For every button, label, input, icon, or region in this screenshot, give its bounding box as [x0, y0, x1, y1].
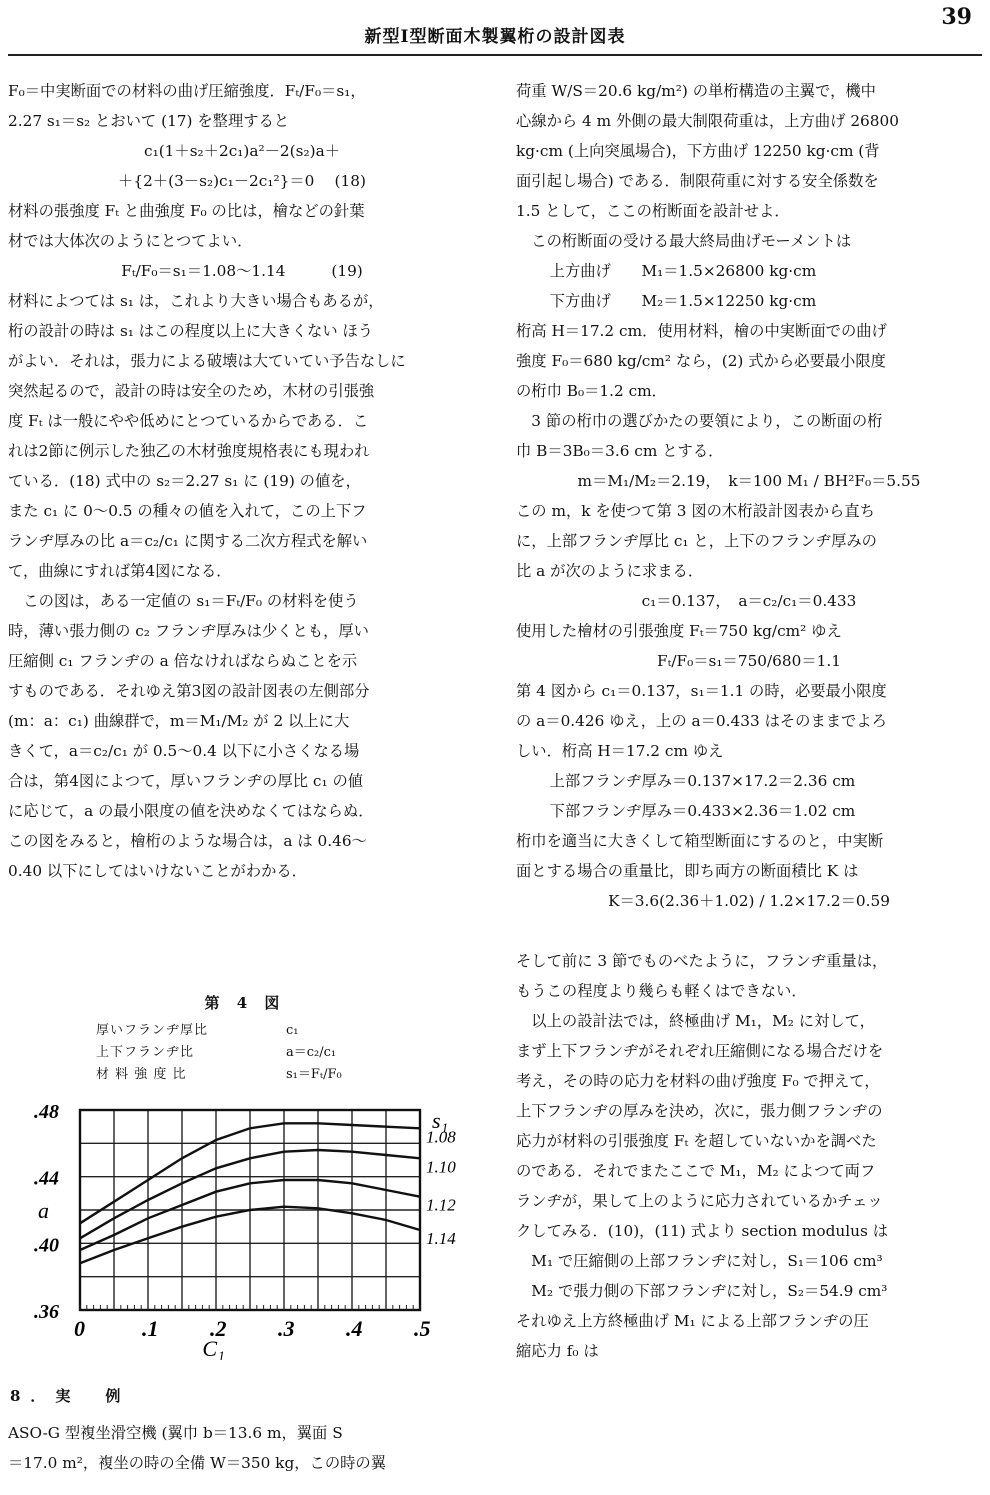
right-line: しい．桁高 H＝17.2 cm ゆえ [516, 742, 724, 760]
right-line: M₁ で圧縮側の上部フランヂに対し，S₁＝106 cm³ [531, 1252, 883, 1270]
left-line: F₀＝中実断面での材料の曲げ圧縮強度．Fₜ/F₀＝s₁， [8, 82, 366, 100]
right-line: クしてみる．(10)，(11) 式より section modulus は [516, 1222, 889, 1240]
legend-row [96, 1042, 342, 1064]
right-line: 桁高 H＝17.2 cm．使用材料，檜の中実断面での曲げ [516, 322, 887, 340]
legend-row [96, 1020, 342, 1042]
right-line: に，上部フランヂ厚比 c₁ と，上下のフランヂ厚みの [516, 532, 877, 550]
legend-symbol: s₁＝Fₜ/F₀ [286, 1067, 342, 1082]
left-line: この図をみると，檜桁のような場合は，a は 0.46～ [8, 832, 367, 850]
left-line: 桁の設計の時は s₁ はこの程度以上に大きくない ほう [8, 322, 374, 340]
figure-caption: 第 4 図 [204, 994, 286, 1012]
left-line: すものである．それゆえ第3図の設計図表の左側部分 [8, 682, 370, 700]
right-column [516, 76, 982, 1366]
right-line: m＝M₁/M₂＝2.19， k＝100 M₁ / BH²F₀＝5.55 [577, 472, 921, 490]
y-tick-label: .48 [34, 1101, 59, 1123]
x-axis-label: C₁ [202, 1336, 225, 1360]
right-line: 面とする場合の重量比，即ち両方の断面積比 K は [516, 862, 859, 880]
left-line: ている．(18) 式中の s₂＝2.27 s₁ に (19) の値を， [8, 472, 361, 490]
right-line: kg·cm (上向突風場合)，下方曲げ 12250 kg·cm (背 [516, 142, 880, 160]
legend-label: 厚いフランヂ厚比 [96, 1023, 209, 1038]
left-line: れは2節に例示した独乙の木材強度規格表にも現われ [8, 442, 370, 460]
right-axis-label: s₁ [432, 1108, 449, 1133]
left-line: この図は，ある一定値の s₁＝Fₜ/F₀ の材料を使う [23, 592, 359, 610]
y-tick-label: .40 [34, 1234, 59, 1257]
right-line: 巾 B＝3B₀＝3.6 cm とする． [516, 442, 724, 460]
left-line: 突然起るので，設計の時は安全のため，木材の引張強 [8, 382, 375, 400]
left-line: また c₁ に 0～0.5 の種々の値を入れて，この上下フ [8, 502, 367, 520]
y-tick-label: .36 [34, 1301, 59, 1323]
figure-4-chart [20, 1100, 480, 1360]
page-number: 39 [941, 4, 972, 30]
right-line: 上部フランヂ厚み＝0.137×17.2＝2.36 cm [549, 772, 856, 790]
right-line [516, 916, 982, 946]
legend-row [96, 1064, 342, 1086]
x-tick-label: .2 [210, 1316, 227, 1341]
right-line: 考え，その時の応力を材料の曲げ強度 F₀ で押えて， [516, 1072, 880, 1090]
series-label: 1.08 [426, 1127, 456, 1147]
left-line: て，曲線にすれば第4図になる． [8, 562, 232, 580]
section-heading: 8．実 例 [10, 1387, 131, 1405]
right-line: ランヂが，果して上のように応力されているかチェッ [516, 1192, 883, 1210]
legend-symbol: a＝c₂/c₁ [286, 1045, 337, 1060]
x-tick-label: 0 [74, 1316, 85, 1341]
left-line: c₁(1＋s₂＋2c₁)a²－2(s₂)a＋ [144, 142, 340, 160]
right-line: 3 節の桁巾の選びかたの要領により，この断面の桁 [531, 412, 883, 430]
left-line: 時，薄い張力側の c₂ フランヂ厚みは少くとも，厚い [8, 622, 369, 640]
section-line: ASO-G 型複坐滑空機 (翼巾 b＝13.6 m，翼面 S [8, 1424, 343, 1442]
series-label: 1.10 [426, 1157, 456, 1177]
left-line: 圧縮側 c₁ フランヂの a 倍なければならぬことを示 [8, 652, 358, 670]
left-line: 材料の張強度 Fₜ と曲強度 F₀ の比は，檜などの針葉 [8, 202, 365, 220]
series-label: 1.12 [426, 1195, 456, 1215]
left-line: がよい．それは，張力による破壊は大ていてい予告なしに [8, 352, 406, 370]
right-line: 面引起し場合) である．制限荷重に対する安全係数を [516, 172, 879, 190]
right-line: 強度 F₀＝680 kg/cm² なら，(2) 式から必要最小限度 [516, 352, 886, 370]
y-tick-label: .44 [34, 1167, 59, 1190]
right-line: もうこの程度より幾らも軽くはできない． [516, 982, 807, 1000]
right-line: 縮応力 f₀ は [516, 1342, 599, 1360]
x-tick-label: .1 [142, 1316, 159, 1341]
right-line: 上下フランヂの厚みを決め，次に，張力側フランヂの [516, 1102, 883, 1120]
right-line: 第 4 図から c₁＝0.137，s₁＝1.1 の時，必要最小限度 [516, 682, 887, 700]
right-line: まず上下フランヂがそれぞれ圧縮側になる場合だけを [516, 1042, 884, 1060]
left-line: 2.27 s₁＝s₂ とおいて (17) を整理すると [8, 112, 290, 130]
left-line: (m：a：c₁) 曲線群で，m＝M₁/M₂ が 2 以上に大 [8, 712, 350, 730]
right-line: それゆえ上方終極曲げ M₁ による上部フランヂの圧 [516, 1312, 869, 1330]
left-line: 合は，第4図によつて，厚いフランヂの厚比 c₁ の値 [8, 772, 364, 790]
right-line: の a＝0.426 ゆえ，上の a＝0.433 はそのままでよろ [516, 712, 887, 730]
right-line: 応力が材料の引張強度 Fₜ を超していないかを調べた [516, 1132, 877, 1150]
right-line: 以上の設計法では，終極曲げ M₁，M₂ に対して， [531, 1012, 875, 1030]
right-line: そして前に 3 節でものべたように，フランヂ重量は， [516, 952, 888, 970]
right-line: 心線から 4 m 外側の最大制限荷重は，上方曲げ 26800 [516, 112, 899, 130]
right-line: 下部フランヂ厚み＝0.433×2.36＝1.02 cm [549, 802, 856, 820]
left-line: に応じて，a の最小限度の値を決めなくてはならぬ． [8, 802, 374, 820]
running-header-title: 新型I型断面木製翼桁の設計図表 [364, 27, 626, 47]
right-line: のである．それでまたここで M₁，M₂ によつて両フ [516, 1162, 876, 1180]
legend-label: 上下フランヂ比 [96, 1045, 195, 1060]
legend-symbol: c₁ [286, 1023, 299, 1038]
x-tick-label: .3 [278, 1316, 295, 1341]
left-line: ＋{2＋(3－s₂)c₁－2c₁²}＝0 (18) [118, 172, 366, 190]
x-tick-label: .5 [414, 1316, 431, 1341]
series-label: 1.14 [426, 1229, 456, 1248]
left-line: 度 Fₜ は一般にやや低めにとつているからである．こ [8, 412, 369, 430]
left-line: 材では大体次のようにとつてよい． [8, 232, 253, 250]
left-line: きくて，a＝c₂/c₁ が 0.5～0.4 以下に小さくなる場 [8, 742, 360, 760]
figure-legend [96, 1020, 342, 1086]
right-line: 桁巾を適当に大きくして箱型断面にするのと，中実断 [516, 832, 884, 850]
section-line: ＝17.0 m²，複坐の時の全備 W＝350 kg，この時の翼 [8, 1454, 387, 1472]
left-line: ランヂ厚みの比 a＝c₂/c₁ に関する二次方程式を解い [8, 532, 368, 550]
right-line: K＝3.6(2.36＋1.02) / 1.2×17.2＝0.59 [608, 892, 890, 910]
left-line: 材料によつては s₁ は，これより大きい場合もあるが， [8, 292, 384, 310]
right-line: M₂ で張力側の下部フランヂに対し，S₂＝54.9 cm³ [531, 1282, 888, 1300]
right-line: この m，k を使つて第 3 図の木桁設計図表から直ち [516, 502, 875, 520]
y-axis-label: a [38, 1198, 49, 1223]
right-line: 荷重 W/S＝20.6 kg/m²) の単桁構造の主翼で，機中 [516, 82, 876, 100]
right-line: 上方曲げ M₁＝1.5×26800 kg·cm [549, 262, 817, 280]
section-body [8, 1418, 476, 1478]
right-line: Fₜ/F₀＝s₁＝750/680＝1.1 [656, 652, 842, 670]
left-line: 0.40 以下にしてはいけないことがわかる． [8, 862, 307, 880]
header-rule [8, 54, 982, 56]
right-line: 1.5 として，ここの桁断面を設計せよ． [516, 202, 790, 220]
x-tick-label: .4 [346, 1316, 363, 1341]
left-column [8, 76, 476, 886]
right-line: 比 a が次のように求まる． [516, 562, 704, 580]
right-line: の桁巾 B₀＝1.2 cm． [516, 382, 667, 400]
right-line: 下方曲げ M₂＝1.5×12250 kg·cm [549, 292, 817, 310]
right-line: c₁＝0.137， a＝c₂/c₁＝0.433 [641, 592, 857, 610]
legend-label: 材 料 強 度 比 [96, 1067, 187, 1082]
right-line: この桁断面の受ける最大終局曲げモーメントは [531, 232, 852, 250]
right-line: 使用した檜材の引張強度 Fₜ＝750 kg/cm² ゆえ [516, 622, 842, 640]
left-line: Fₜ/F₀＝s₁＝1.08～1.14 (19) [121, 262, 363, 280]
